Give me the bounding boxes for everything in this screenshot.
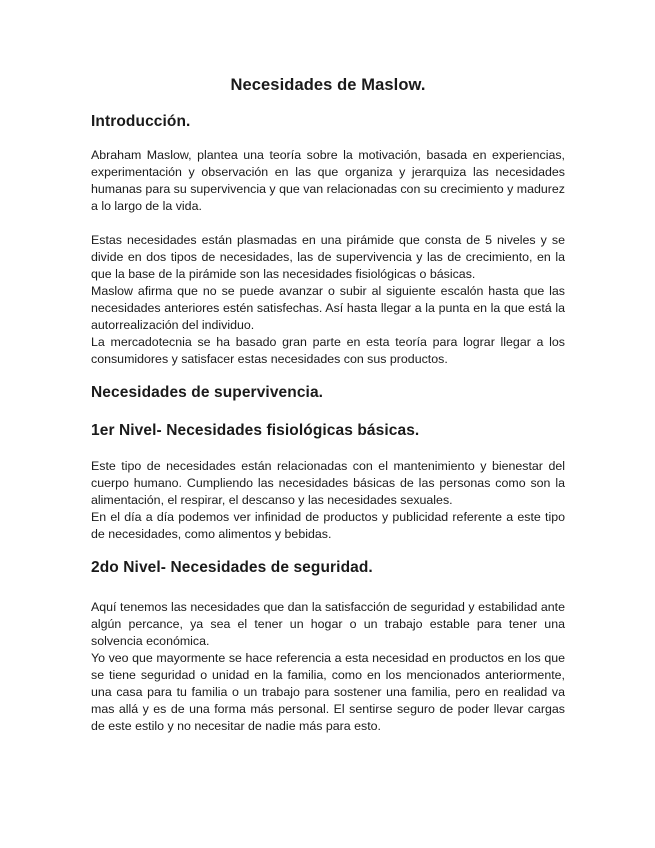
section-heading-supervivencia: Necesidades de supervivencia. [91,384,324,401]
section-heading-nivel-2: 2do Nivel- Necesidades de seguridad. [91,559,373,576]
nivel1-paragraph-2: En el día a día podemos ver infinidad de productos y publicidad referente a este tipo de necesidades, como alimentos y bebidas. [91,510,565,541]
page-title: Necesidades de Maslow. [230,76,426,94]
intro-paragraph-2: Estas necesidades están plasmadas en una pirámide que consta de 5 niveles y se divide en dos tipos de necesidades, las de supervivencia y las de crecimiento, en la que la base de la pirámide son las necesidades fisiológicas o básicas. [91,233,565,281]
nivel2-paragraph-1: Aquí tenemos las necesidades que dan la satisfacción de seguridad y estabilidad ante algún percance, ya sea el tener un hogar o un trabajo estable para tener una solvencia económica. [91,600,565,648]
section-heading-introduccion: Introducción. [91,113,191,130]
intro-paragraph-1: Abraham Maslow, plantea una teoría sobre la motivación, basada en experiencias, experimentación y observación en las que organiza y jerarquiza las necesidades humanas para su supervivencia y que van relacionadas con su crecimiento y madurez a lo largo de la vida. [91,148,565,213]
document-page [91,76,565,735]
nivel1-paragraph-1: Este tipo de necesidades están relacionadas con el mantenimiento y bienestar del cuerpo humano. Cumpliendo las necesidades básicas de las personas como son la alimentación, el respirar, el descanso y las necesidades sexuales. [91,459,565,507]
section-heading-nivel-1: 1er Nivel- Necesidades fisiológicas básicas. [91,422,420,439]
intro-paragraph-4: La mercadotecnia se ha basado gran parte en esta teoría para lograr llegar a los consumidores y satisfacer estas necesidades con sus productos. [91,335,565,366]
intro-paragraph-3: Maslow afirma que no se puede avanzar o subir al siguiente escalón hasta que las necesidades anteriores estén satisfechas. Así hasta llegar a la punta en la que está la autorrealización del individuo. [91,284,565,332]
nivel2-paragraph-2: Yo veo que mayormente se hace referencia a esta necesidad en productos en los que se tiene seguridad o unidad en la familia, como en los mencionados anteriormente, una casa para tu familia o un trabajo para sostener una familia, pero en realidad va mas allá y es de una forma más personal. El sentirse seguro de poder llevar cargas de este estilo y no necesitar de nadie más para esto. [91,651,565,733]
